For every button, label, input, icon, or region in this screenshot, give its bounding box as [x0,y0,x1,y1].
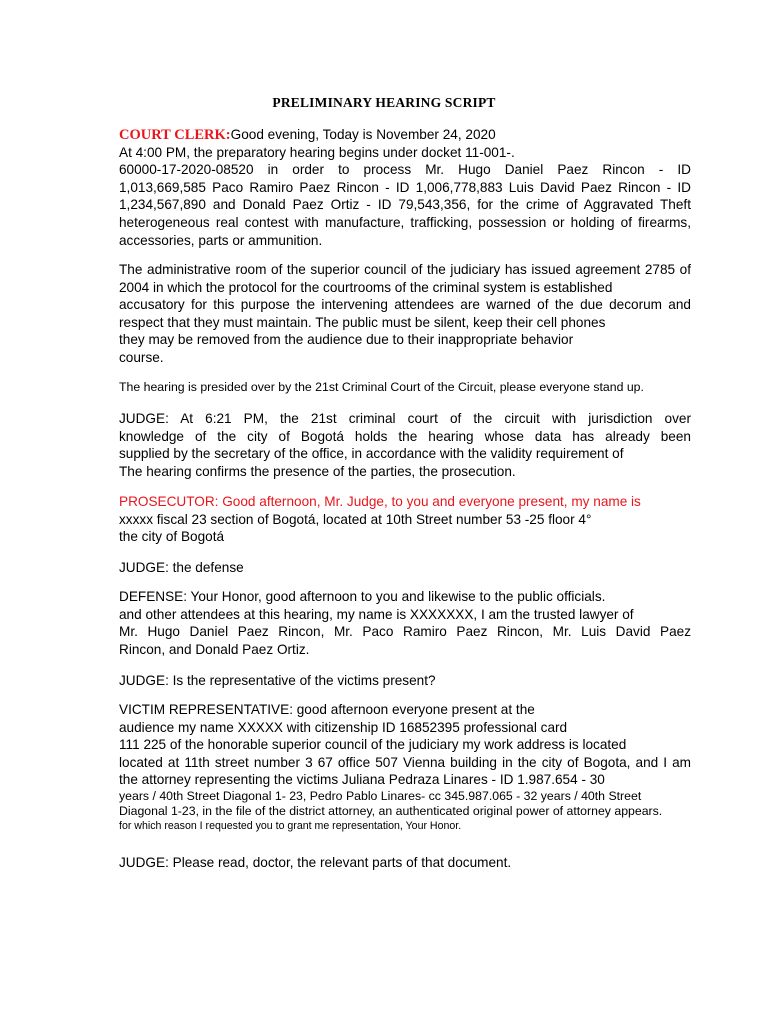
victim-representative-line: audience my name XXXXX with citizenship ID 16852395 professional card [119,719,568,735]
court-clerk-line: heterogeneous real contest with manufacture, trafficking, possession or holding of firearms, [119,214,691,230]
admin-notice-line: course. [119,349,164,365]
court-clerk-line: At 4:00 PM, the preparatory hearing begins under docket 11-001-. [119,144,515,160]
defense-line: and other attendees at this hearing, my name is XXXXXXX, I am the trusted lawyer of [119,606,634,622]
court-clerk-line: 60000-17-2020-08520 in order to process Mr. Hugo Daniel Paez Rincon - ID [119,162,691,178]
victim-representative-paragraph [119,701,691,833]
defense-line: Mr. Hugo Daniel Paez Rincon, Mr. Paco Ramiro Paez Rincon, Mr. Luis David Paez [119,624,691,640]
prosecutor-first-line: PROSECUTOR: Good afternoon, Mr. Judge, to you and everyone present, my name is [119,494,641,509]
court-clerk-first-line [119,126,691,144]
judge-opening-line: JUDGE: At 6:21 PM, the 21st criminal court of the circuit with jurisdiction over [119,411,691,426]
prosecutor-line: xxxxx fiscal 23 section of Bogotá, located at 10th Street number 53 -25 floor 4° [119,511,592,527]
judge-defense-line: JUDGE: the defense [119,560,244,575]
victim-representative-line: VICTIM REPRESENTATIVE: good afternoon everyone present at the [119,702,535,717]
victim-representative-line: located at 11th street number 3 67 office 507 Vienna building in the city of Bogota, and I am [119,754,691,770]
admin-notice-line: respect that they must maintain. The public must be silent, keep their cell phones [119,314,606,330]
court-clerk-line: accessories, parts or ammunition. [119,232,323,248]
presided-line: The hearing is presided over by the 21st Criminal Court of the Circuit, please everyone stand up. [119,380,644,394]
court-clerk-line: 1,234,567,890 and Donald Paez Ortiz - ID 79,543,356, for the crime of Aggravated Theft [119,197,691,213]
document-title: PRELIMINARY HEARING SCRIPT [272,95,496,110]
presided-paragraph [119,380,691,395]
victim-representative-line: 111 225 of the honorable superior council of the judiciary my work address is located [119,737,627,753]
judge-victims-paragraph [119,672,691,690]
court-clerk-paragraph [119,126,691,249]
victim-representative-small-line: Diagonal 1-23, in the file of the district attorney, an authenticated original power of attorney appears. [119,803,663,818]
admin-notice-line: they may be removed from the audience due to their inappropriate behavior [119,332,574,348]
judge-opening-line: knowledge of the city of Bogotá holds the hearing whose data has already been [119,428,691,444]
court-clerk-label: COURT CLERK: [119,127,231,143]
victim-representative-line: the attorney representing the victims Juliana Pedraza Linares - ID 1.987.654 - 30 [119,772,605,788]
victim-representative-small-line: years / 40th Street Diagonal 1- 23, Pedro Pablo Linares- cc 345.987.065 - 32 years / 40th Street [119,788,642,803]
victim-representative-tiny-line: for which reason I requested you to grant me representation, Your Honor. [119,819,462,832]
court-clerk-line: 1,013,669,585 Paco Ramiro Paez Rincon - ID 1,006,778,883 Luis David Paez Rincon - ID [119,179,691,195]
court-clerk-greeting: Good evening, Today is November 24, 2020 [230,127,496,142]
judge-opening-paragraph [119,410,691,480]
judge-victims-line: JUDGE: Is the representative of the victims present? [119,673,436,688]
admin-notice-line: The administrative room of the superior council of the judiciary has issued agreement 2785 of [119,262,691,277]
judge-defense-paragraph [119,559,691,577]
judge-opening-line: The hearing confirms the presence of the parties, the prosecution. [119,463,516,479]
admin-notice-line: 2004 in which the protocol for the courtrooms of the criminal system is established [119,279,613,295]
prosecutor-line: the city of Bogotá [119,529,225,545]
prosecutor-paragraph [119,493,691,546]
admin-notice-paragraph [119,261,691,367]
judge-read-paragraph [119,854,691,872]
judge-read-line: JUDGE: Please read, doctor, the relevant parts of that document. [119,855,512,870]
defense-paragraph [119,588,691,658]
admin-notice-line: accusatory for this purpose the intervening attendees are warned of the due decorum and [119,297,691,313]
judge-opening-line: supplied by the secretary of the office, in accordance with the validity requirement of [119,446,624,462]
defense-line: DEFENSE: Your Honor, good afternoon to you and likewise to the public officials. [119,589,606,604]
defense-line: Rincon, and Donald Paez Ortiz. [119,641,310,657]
